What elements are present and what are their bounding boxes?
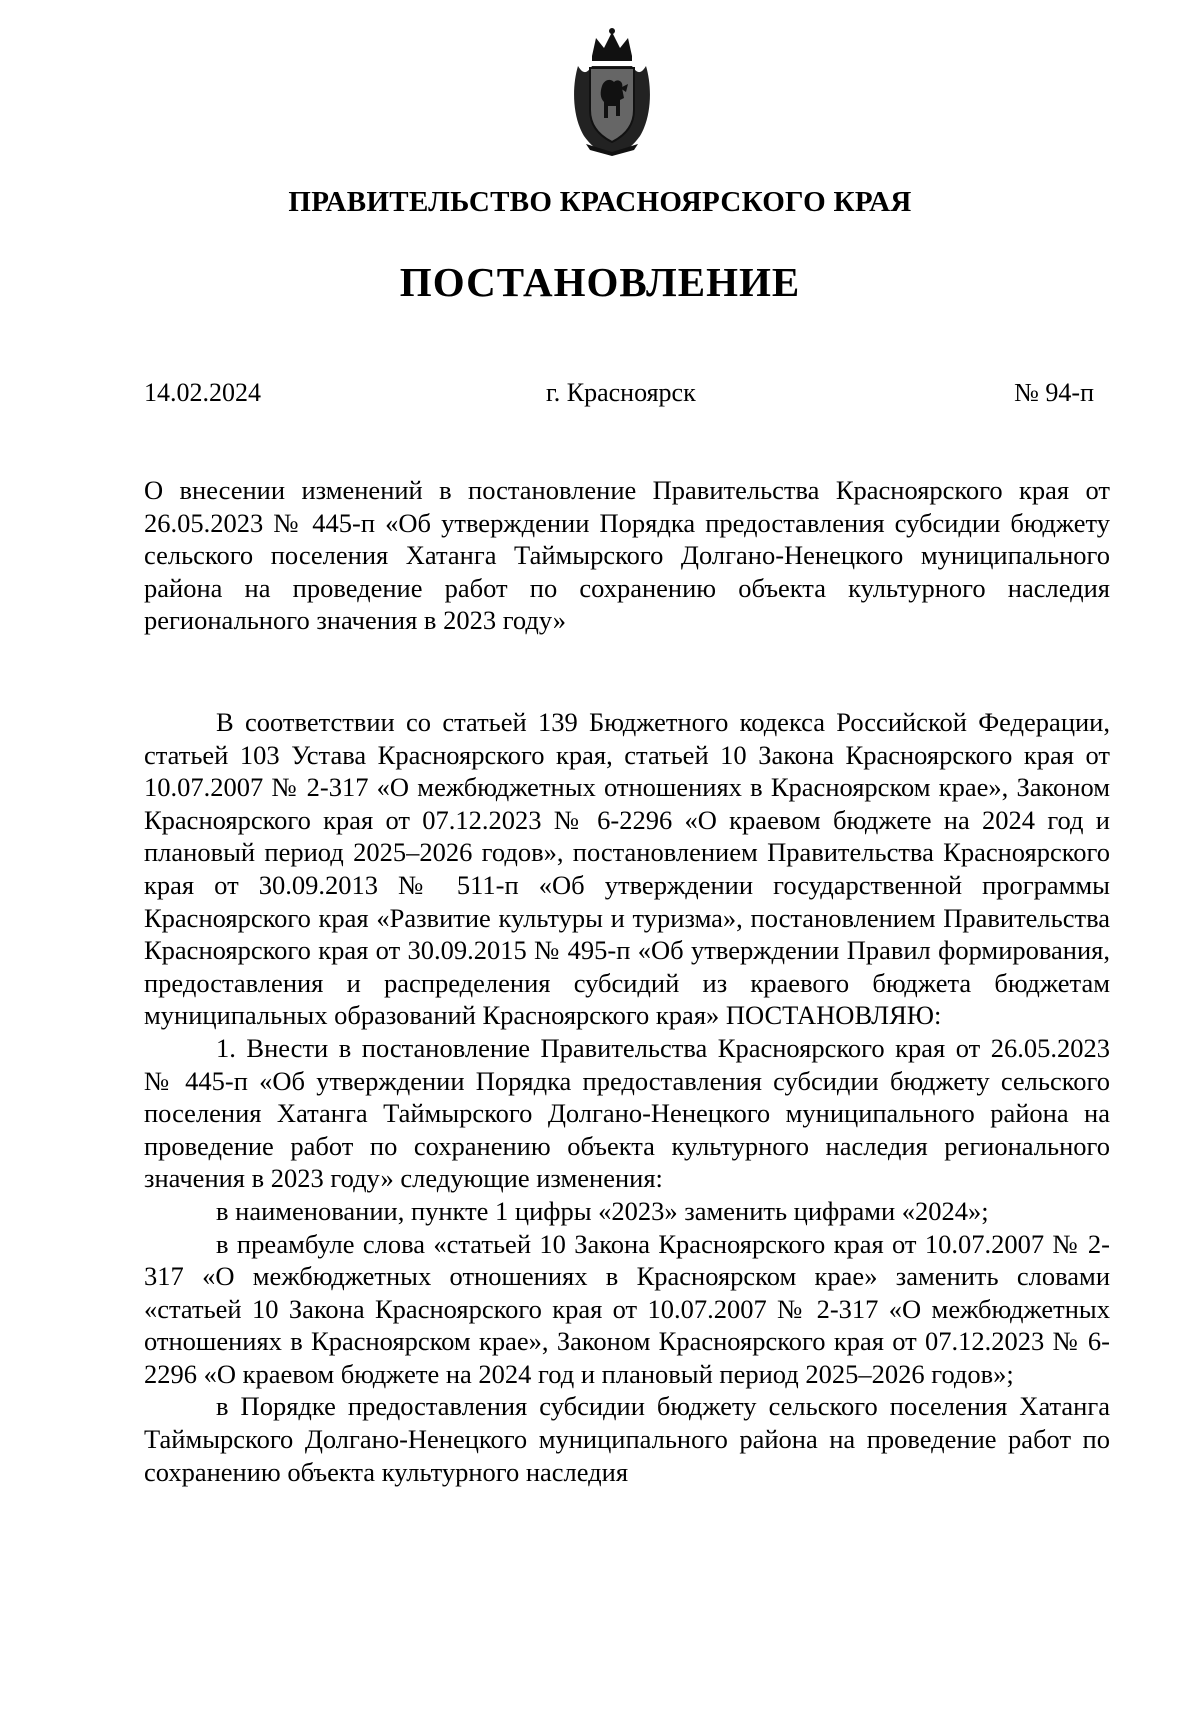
body-paragraph: 1. Внести в постановление Правительства Красноярского края от 26.05.2023 № 445-п «Об утверждении Порядка предоставления субсидии бюджету сельского поселения Хатанга Таймырского Долгано-Ненецкого муниципального района на проведение работ по сохранению объекта культурного наследия регионального значения в 2023 году» следующие изменения:	[144, 1032, 1110, 1194]
authority-title: ПРАВИТЕЛЬСТВО КРАСНОЯРСКОГО КРАЯ	[288, 186, 912, 218]
body-paragraph: в преамбуле слова «статьей 10 Закона Красноярского края от 10.07.2007 № 2-317 «О межбюджетных отношениях в Красноярском крае» заменить словами «статьей 10 Закона Красноярского края от 10.07.2007 № 2-317 «О межбюджетных отношениях в Красноярском крае», Законом Красноярского края от 07.12.2023 № 6-2296 «О краевом бюджете на 2024 год и плановый период 2025–2026 годов»;	[144, 1228, 1110, 1389]
coat-of-arms-icon	[570, 26, 654, 156]
body-paragraph: в Порядке предоставления субсидии бюджету сельского поселения Хатанга Таймырского Долгано-Ненецкого муниципального района на проведение работ по сохранению объекта культурного наследия	[144, 1391, 1110, 1487]
document-number: № 94-п	[1014, 378, 1094, 407]
document-subject	[144, 474, 1110, 637]
body-paragraph: в наименовании, пункте 1 цифры «2023» заменить цифрами «2024»;	[216, 1195, 989, 1226]
document-date: 14.02.2024	[144, 378, 261, 407]
subject-text: О внесении изменений в постановление Правительства Красноярского края от 26.05.2023 № 445-п «Об утверждении Порядка предоставления субсидии бюджету сельского поселения Хатанга Таймырского Долгано-Ненецкого муниципального района на проведение работ по сохранению объекта культурного наследия регионального значения в 2023 году»	[144, 475, 1110, 636]
body-paragraph: В соответствии со статьей 139 Бюджетного кодекса Российской Федерации, статьей 103 Устава Красноярского края, статьей 10 Закона Красноярского края от 10.07.2007 № 2-317 «О межбюджетных отношениях в Красноярском крае», Законом Красноярского края от 07.12.2023 № 6-2296 «О краевом бюджете на 2024 год и плановый период 2025–2026 годов», постановлением Правительства Красноярского края от 30.09.2013 № 511-п «Об утверждении государственной программы Красноярского края «Развитие культуры и туризма», постановлением Правительства Красноярского края от 30.09.2015 № 495-п «Об утверждении Правил формирования, предоставления и распределения субсидий из краевого бюджета бюджетам муниципальных образований Красноярского края» ПОСТАНОВЛЯЮ:	[144, 707, 1110, 1031]
document-city: г. Красноярск	[546, 378, 696, 407]
document-body	[144, 706, 1110, 1488]
document-type-title: ПОСТАНОВЛЕНИЕ	[399, 259, 801, 305]
